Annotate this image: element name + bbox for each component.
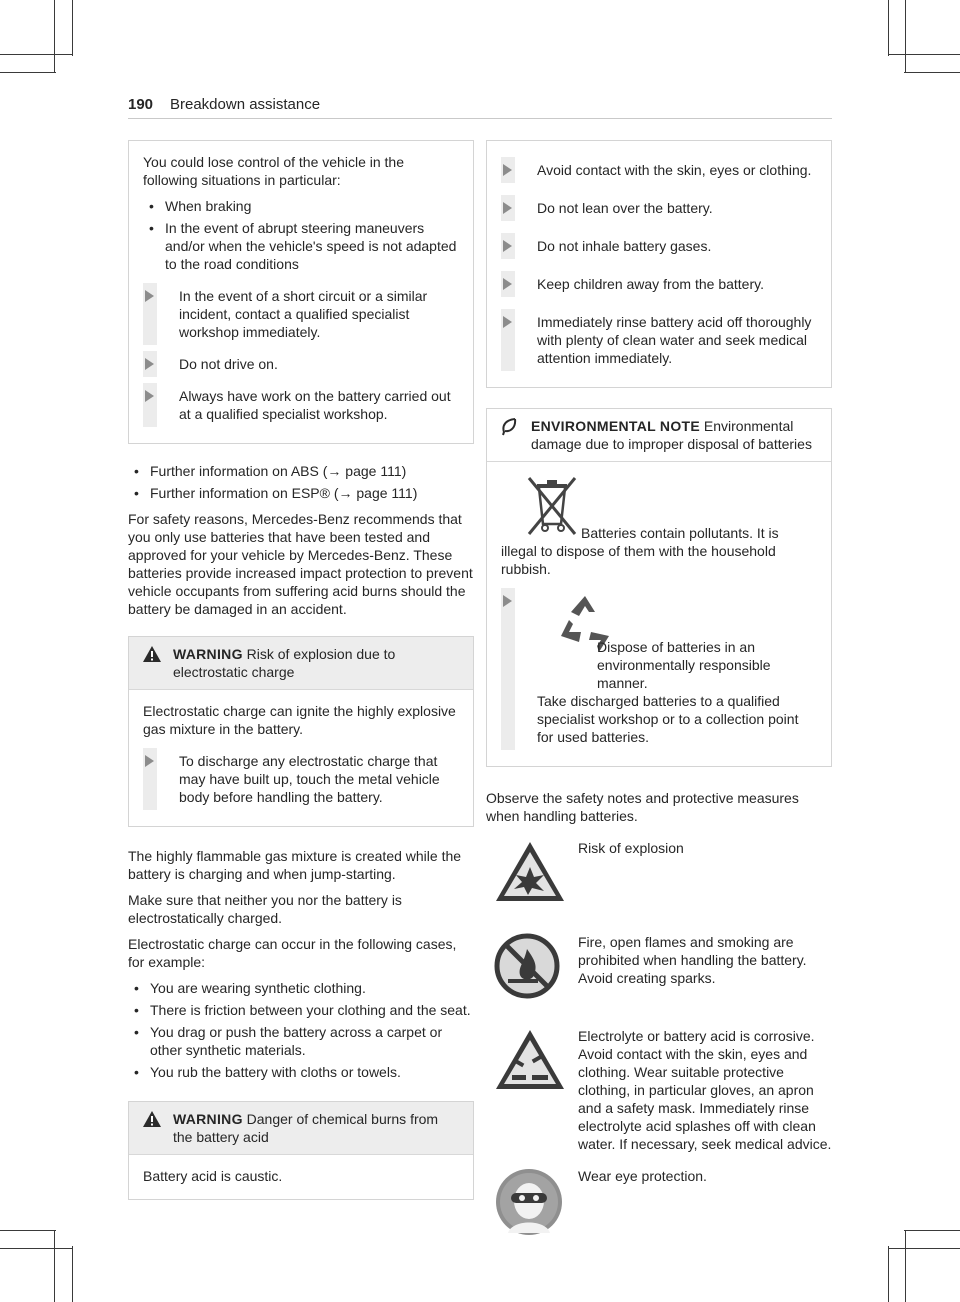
symbol-text: Electrolyte or battery acid is corrosive. Avoid contact with the skin, eyes and clothing. Wear suitable protective clothing, in particular gloves, an apron and a safety mask. Immediately rinse electrolyte acid splashes off with clean water. If necessary, seek medical advice. bbox=[578, 1028, 832, 1152]
crop-mark bbox=[904, 72, 960, 73]
symbol-row bbox=[486, 1167, 832, 1247]
examples-list bbox=[128, 979, 474, 1081]
crop-mark bbox=[888, 54, 960, 55]
list-item: • In the event of abrupt steering maneuvers and/or when the vehicle's speed is not adapted to the road conditions bbox=[143, 219, 459, 273]
warning-title: Risk of explosion due to electrostatic charge bbox=[173, 646, 396, 680]
warning-label: WARNING bbox=[173, 1111, 243, 1127]
warning-label: WARNING bbox=[173, 646, 243, 662]
section-title: Breakdown assistance bbox=[170, 96, 321, 113]
list-item: • There is friction between your clothing and the seat. bbox=[128, 1001, 474, 1019]
environmental-note-box bbox=[486, 408, 832, 767]
crop-mark bbox=[888, 1246, 889, 1302]
dispose-line: Dispose of batteries in an environmentally responsible manner. bbox=[597, 639, 771, 691]
dispose-detail: Take discharged batteries to a qualified specialist workshop or to a collection point for used batteries. bbox=[537, 693, 799, 745]
situation-list bbox=[143, 197, 459, 273]
safety-paragraph: For safety reasons, Mercedes-Benz recommends that you only use batteries that have been tested and approved for your vehicle by Mercedes-Benz. These batteries provide increased impact protection to prevent vehicle occupants from suffering acid burns should the battery be damaged in an accident. bbox=[128, 511, 473, 617]
crop-mark bbox=[0, 54, 72, 55]
page-number: 190 bbox=[128, 96, 154, 113]
acid-steps-box bbox=[486, 140, 832, 388]
environmental-note-label: ENVIRONMENTAL NOTE bbox=[531, 418, 700, 434]
crop-mark bbox=[0, 1248, 72, 1249]
warning-body: Electrostatic charge can ignite the highly explosive gas mixture in the battery. bbox=[143, 703, 456, 737]
gas-paragraph: The highly flammable gas mixture is created while the battery is charging and when jump-starting. bbox=[128, 848, 462, 882]
page-header bbox=[128, 96, 832, 119]
instruction-step: Do not inhale battery gases. bbox=[501, 237, 817, 255]
environmental-note-body: Batteries contain pollutants. It is illegal to dispose of them with the household rubbish. bbox=[501, 525, 779, 577]
instruction-step: In the event of a short circuit or a similar incident, contact a qualified specialist workshop immediately. bbox=[143, 287, 459, 341]
occur-paragraph: Electrostatic charge can occur in the following cases, for example: bbox=[128, 936, 457, 970]
esp-reference-link[interactable]: • Further information on ESP® (→ page 111) bbox=[128, 484, 474, 502]
loss-of-control-box bbox=[128, 140, 474, 444]
no-fire-icon bbox=[494, 933, 560, 999]
list-item: • You rub the battery with cloths or towels. bbox=[128, 1063, 474, 1081]
warning-body: Battery acid is caustic. bbox=[143, 1168, 283, 1184]
warning-triangle-icon bbox=[143, 1111, 161, 1127]
explosion-warning-icon bbox=[494, 839, 566, 903]
warning-header bbox=[129, 637, 473, 689]
instruction-step: Always have work on the battery carried out at a qualified specialist workshop. bbox=[143, 387, 459, 423]
crop-mark bbox=[0, 72, 56, 73]
instruction-step: Avoid contact with the skin, eyes or clothing. bbox=[501, 161, 817, 179]
instruction-step bbox=[501, 592, 817, 746]
instruction-step: Do not lean over the battery. bbox=[501, 199, 817, 217]
left-column bbox=[128, 140, 474, 1216]
crop-mark bbox=[905, 0, 906, 72]
box-intro: You could lose control of the vehicle in the following situations in particular: bbox=[143, 154, 404, 188]
crop-mark bbox=[72, 0, 73, 56]
eye-protection-icon bbox=[494, 1167, 564, 1237]
environmental-note-header bbox=[487, 409, 831, 461]
crop-mark bbox=[72, 1246, 73, 1302]
corrosive-warning-icon bbox=[494, 1027, 566, 1091]
list-item: • You drag or push the battery across a carpet or other synthetic materials. bbox=[128, 1023, 474, 1059]
warning-box-chemical bbox=[128, 1101, 474, 1200]
environmental-note-title: Environmental damage due to improper disposal of batteries bbox=[531, 418, 812, 452]
symbol-text: Wear eye protection. bbox=[578, 1168, 707, 1184]
instruction-step: Do not drive on. bbox=[143, 355, 459, 373]
crop-mark bbox=[904, 1230, 960, 1231]
abs-reference-link[interactable]: • Further information on ABS (→ page 111) bbox=[128, 462, 474, 480]
symbol-text: Fire, open flames and smoking are prohibited when handling the battery. Avoid creating sparks. bbox=[578, 934, 807, 986]
crop-mark bbox=[888, 1248, 960, 1249]
instruction-step: Keep children away from the battery. bbox=[501, 275, 817, 293]
crop-mark bbox=[905, 1230, 906, 1302]
instruction-step: To discharge any electrostatic charge that may have built up, touch the metal vehicle body before handling the battery. bbox=[143, 752, 459, 806]
info-list bbox=[128, 462, 474, 502]
list-item: • You are wearing synthetic clothing. bbox=[128, 979, 474, 997]
symbol-row bbox=[486, 933, 832, 1013]
warning-triangle-icon bbox=[143, 646, 161, 662]
crop-mark bbox=[888, 0, 889, 56]
warning-header bbox=[129, 1102, 473, 1154]
symbol-text: Risk of explosion bbox=[578, 840, 684, 856]
leaf-icon bbox=[501, 418, 517, 436]
crop-mark bbox=[54, 0, 55, 72]
symbol-row bbox=[486, 1027, 832, 1153]
crop-mark bbox=[0, 1230, 56, 1231]
symbol-row bbox=[486, 839, 832, 919]
right-column bbox=[486, 140, 832, 1261]
list-item: • When braking bbox=[143, 197, 459, 215]
instruction-step: Immediately rinse battery acid off thoroughly with plenty of clean water and seek medical attention immediately. bbox=[501, 313, 817, 367]
warning-title: Danger of chemical burns from the battery acid bbox=[173, 1111, 439, 1145]
make-sure-paragraph: Make sure that neither you nor the battery is electrostatically charged. bbox=[128, 892, 402, 926]
observe-paragraph: Observe the safety notes and protective measures when handling batteries. bbox=[486, 790, 799, 824]
crop-mark bbox=[54, 1230, 55, 1302]
warning-box-explosion bbox=[128, 636, 474, 827]
